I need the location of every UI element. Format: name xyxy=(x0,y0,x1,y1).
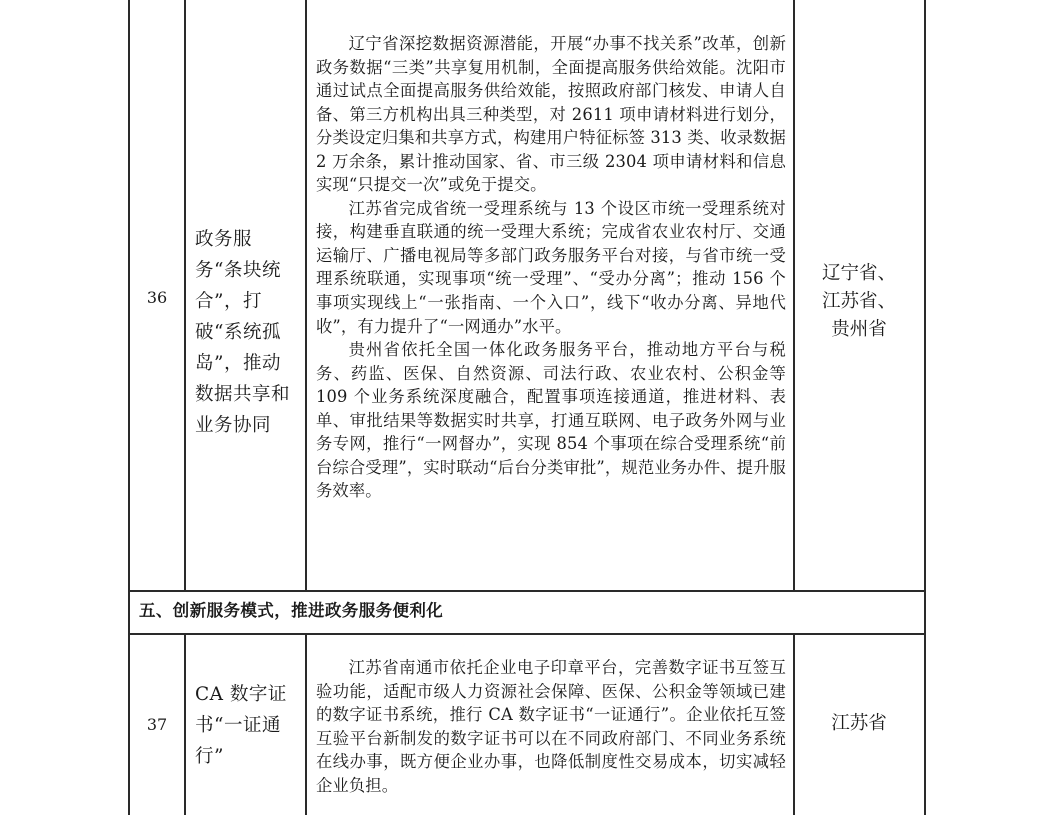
item-title: CA 数字证书“一证通行” xyxy=(195,684,287,767)
description-paragraph: 贵州省依托全国一体化政务服务平台，推动地方平台与税务、药监、医保、自然资源、司法行政、农业农村、公积金等 109 个业务系统深度融合，配置事项连接通道，推进材料、表单、审批结果等数据实时共享，打通互联网、电子政务外网与业务专网，推行“一网督办”，实现 854 个事项在综合受理系统“前台综合受理”，实时联动“后台分类审批”，规范业务办件、提升服务效率。 xyxy=(316,340,786,501)
description-cell xyxy=(316,32,786,503)
row-number: 36 xyxy=(146,288,168,307)
column-divider xyxy=(184,634,186,815)
table-right-border xyxy=(924,0,926,815)
region-name: 贵州省 xyxy=(831,319,887,340)
row-divider xyxy=(128,633,926,635)
row-divider xyxy=(128,590,926,592)
region-name: 辽宁省、 xyxy=(821,263,896,284)
region-cell xyxy=(795,260,923,344)
region-cell xyxy=(795,710,923,738)
column-divider xyxy=(305,634,307,815)
row-number: 37 xyxy=(146,715,168,734)
region-name: 江苏省 xyxy=(831,713,887,734)
description-paragraph: 江苏省完成省统一受理系统与 13 个设区市统一受理系统对接，构建垂直联通的统一受理大系统；完成省农业农村厅、交通运输厅、广播电视局等多部门政务服务平台对接，与省市统一受理系统联通，实现事项“统一受理”、“受办分离”；推动 156 个事项实现线上“一张指南、一个入口”，线下“收办分离、异地代收”，有力提升了“一网通办”水平。 xyxy=(316,198,786,336)
column-divider xyxy=(184,0,186,591)
description-paragraph: 江苏省南通市依托企业电子印章平台，完善数字证书互签互验功能，适配市级人力资源社会保障、医保、公积金等领域已建的数字证书系统，推行 CA 数字证书“一证通行”。企业依托互签互验平台新制发的数字证书可以在不同政府部门、不同业务系统在线办事，既方便企业办事，也降低制度性交易成本，切实减轻企业负担。 xyxy=(316,658,786,795)
description-cell xyxy=(316,656,786,797)
column-divider xyxy=(305,0,307,591)
region-name: 江苏省、 xyxy=(821,291,896,312)
table-left-border xyxy=(128,0,130,815)
section-heading: 五、创新服务模式，推进政务服务便利化 xyxy=(139,601,444,620)
item-title: 政务服务“条块统合”，打破“系统孤岛”，推动数据共享和业务协同 xyxy=(195,229,291,436)
description-paragraph: 辽宁省深挖数据资源潜能，开展“办事不找关系”改革，创新政务数据“三类”共享复用机制，全面提高服务供给效能。沈阳市通过试点全面提高服务供给效能，按照政府部门核发、申请人自备、第三方机构出具三种类型，对 2611 项申请材料进行划分，分类设定归集和共享方式，构建用户特征标签 313 类、收录数据 2 万余条，累计推动国家、省、市三级 2304 项申请材料和信息实现“只提交一次”或免于提交。 xyxy=(316,34,786,195)
